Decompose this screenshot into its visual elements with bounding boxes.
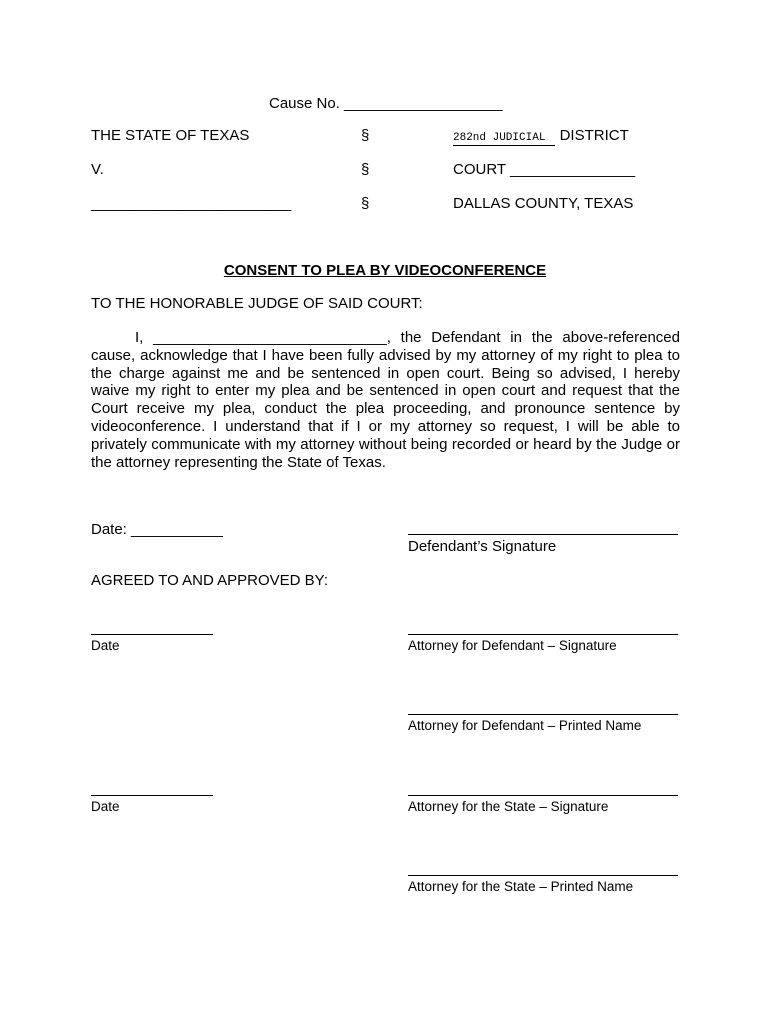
cause-number: Cause No. ___________________ [269, 95, 503, 112]
date-label-1: Date [91, 638, 120, 653]
salutation: TO THE HONORABLE JUDGE OF SAID COURT: [91, 295, 423, 312]
court-line: COURT _______________ [453, 161, 636, 178]
date-line-1[interactable] [91, 634, 213, 635]
defense-signature-label: Attorney for Defendant – Signature [408, 638, 617, 653]
defendant-name-blank[interactable]: ________________________ [91, 195, 292, 212]
section-mark-2: § [361, 161, 370, 178]
document-title: CONSENT TO PLEA BY VIDEOCONFERENCE [223, 262, 547, 279]
defense-name-line[interactable] [408, 714, 678, 715]
district-line [453, 127, 629, 146]
caption-versus: V. [91, 161, 104, 178]
defense-name-label: Attorney for Defendant – Printed Name [408, 718, 642, 733]
state-name-line[interactable] [408, 875, 678, 876]
date-label-2: Date [91, 799, 120, 814]
defendant-signature-line[interactable] [408, 534, 678, 535]
defendant-signature-label: Defendant’s Signature [408, 538, 557, 555]
district-fill[interactable]: 282nd JUDICIAL [453, 131, 555, 146]
state-signature-line[interactable] [408, 795, 678, 796]
county-line: DALLAS COUNTY, TEXAS [453, 195, 634, 212]
agreed-heading: AGREED TO AND APPROVED BY: [91, 572, 329, 589]
consent-text: I, ____________________________, the Defendant in the above-referenced cause, acknowledge that I have been fully advised by my attorney of my right to plea to the charge against me and be sentenced in open court. Being so advised, I hereby waive my right to enter my plea and be sentenced in open court and request that the Court receive my plea, conduct the plea proceeding, and pronounce sentence by videoconference. I understand that if I or my attorney so request, I will be able to privately communicate with my attorney without being recorded or heard by the Judge or the attorney representing the State of Texas. [91, 329, 680, 471]
state-name-label: Attorney for the State – Printed Name [408, 879, 634, 894]
consent-paragraph [91, 329, 680, 471]
section-mark-1: § [361, 127, 370, 144]
defendant-date[interactable]: Date: ___________ [91, 521, 223, 538]
defense-signature-line[interactable] [408, 634, 678, 635]
date-line-2[interactable] [91, 795, 213, 796]
section-mark-3: § [361, 195, 370, 212]
state-signature-label: Attorney for the State – Signature [408, 799, 609, 814]
district-label: DISTRICT [555, 127, 629, 144]
caption-state: THE STATE OF TEXAS [91, 127, 250, 144]
